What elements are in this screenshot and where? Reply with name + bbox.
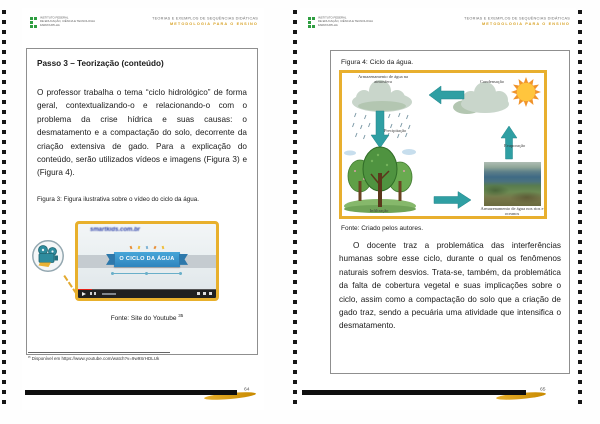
body-paragraph: O professor trabalha o tema “ciclo hidrológico” de forma geral, contextualizando-o e relacionando-o com o problema da crise hídrica e suas causas: o desmatamento e a compactação do solo, decorrente da criação extensiva de gado. Para a explicação do conteúdo, serão utilizados vídeos e imagens (Figura 3) e (Figura 4).	[37, 88, 247, 178]
video-banner	[114, 252, 180, 267]
diagram-label-condensation: Condensação	[480, 79, 504, 84]
video-player-bar	[78, 289, 216, 298]
figure3-source-text: Fonte: Site do Youtube	[110, 315, 177, 322]
figure4-caption: Figura 4: Ciclo da água.	[341, 59, 414, 66]
water-cycle-diagram	[339, 70, 547, 219]
diagram-label-evaporation: Evaporação	[504, 143, 526, 148]
footnote-rule	[28, 352, 170, 353]
header-title-block	[448, 16, 570, 42]
page-number: 64	[244, 386, 250, 392]
figure4-source: Fonte: Criado pelos autores.	[341, 225, 424, 232]
page-number: 65	[540, 386, 546, 392]
fullscreen-icon	[209, 292, 212, 295]
header-subtitle: METODOLOGIA PARA O ENSINO	[169, 21, 258, 26]
content-box-left	[26, 48, 258, 355]
page-right	[300, 8, 576, 410]
logo-mark-icon	[30, 17, 37, 47]
perforation-line-center	[293, 10, 297, 410]
figure3-image	[37, 217, 247, 309]
progress-bar	[78, 289, 216, 291]
institution-name	[318, 16, 423, 27]
institution-line-3: FARROUPILHA	[40, 23, 60, 27]
video-logo-text: smartkids.com.br	[90, 226, 141, 233]
page-header	[308, 14, 570, 44]
video-banner-title: O CICLO DA ÁGUA	[119, 255, 175, 262]
institution-line-2: DE EDUCAÇÃO, CIÊNCIA E TECNOLOGIA	[318, 19, 374, 23]
page-header	[30, 14, 258, 44]
body-paragraph: O docente traz a problemática das interferências humanas sobre esse ciclo, durante o qual os fenômenos naturais sofrem desvios. Trata-se, também, da problemática da falta de cobertura vegetal e suas implicações sobre o ciclo, assim como a compactação do solo que a criação de gado traz, sendo a pecuária uma atividade que intensifica o desmatamento.	[339, 241, 561, 331]
river-photo	[484, 162, 541, 206]
section-heading: Passo 3 – Teorização (conteúdo)	[37, 59, 164, 68]
rain-cloud-icon	[352, 80, 412, 112]
clothesline-doodle	[112, 273, 182, 279]
footnote-text: Disponível em https://www.youtube.com/watch?v=9w9SrHDLUk	[31, 356, 160, 361]
institution-line-1: INSTITUTO FEDERAL	[318, 16, 347, 20]
page-left	[22, 8, 264, 410]
perforation-line-left	[2, 10, 6, 410]
diagram-label-atmosphere: Armazenamento de água na atmosfera	[357, 74, 409, 85]
header-title: TEORIAS E EXEMPLOS DE SEQUÊNCIAS DIDÁTICAS	[464, 16, 570, 21]
footnote	[28, 356, 258, 361]
diagram-label-precipitation: Precipitação	[384, 128, 407, 133]
video-camera-badge-icon	[31, 239, 65, 273]
next-icon	[90, 292, 92, 295]
footnote-marker: 35	[28, 356, 31, 359]
figure3-source	[75, 313, 219, 322]
diagram-label-infiltration: Infiltração	[369, 208, 389, 213]
settings-icon	[203, 292, 206, 295]
footer-bar-left	[25, 390, 237, 395]
institution-name	[40, 16, 145, 27]
institution-line-2: DE EDUCAÇÃO, CIÊNCIA E TECNOLOGIA	[40, 19, 96, 23]
logo-mark-icon	[308, 17, 315, 47]
video-thumbnail	[75, 221, 219, 301]
volume-icon	[94, 292, 96, 295]
cc-icon	[197, 292, 200, 295]
play-icon	[82, 292, 86, 296]
perforation-line-right	[578, 10, 582, 410]
time-text	[102, 293, 116, 295]
institution-line-1: INSTITUTO FEDERAL	[40, 16, 69, 20]
diagram-label-rivers: Armazenamento de água nos rios e oceanos	[480, 206, 544, 217]
trees-icon	[344, 147, 416, 213]
institution-line-3: FARROUPILHA	[318, 23, 338, 27]
figure3-caption: Figura 3: Figura ilustrativa sobre o vídeo do ciclo da água.	[37, 195, 200, 203]
header-title: TEORIAS E EXEMPLOS DE SEQUÊNCIAS DIDÁTICAS	[152, 16, 258, 21]
header-subtitle: METODOLOGIA PARA O ENSINO	[481, 21, 570, 26]
content-box-right	[330, 50, 570, 374]
footer-bar-right	[302, 390, 526, 395]
figure3-footnote-ref: 35	[178, 312, 184, 318]
header-title-block	[136, 16, 258, 42]
